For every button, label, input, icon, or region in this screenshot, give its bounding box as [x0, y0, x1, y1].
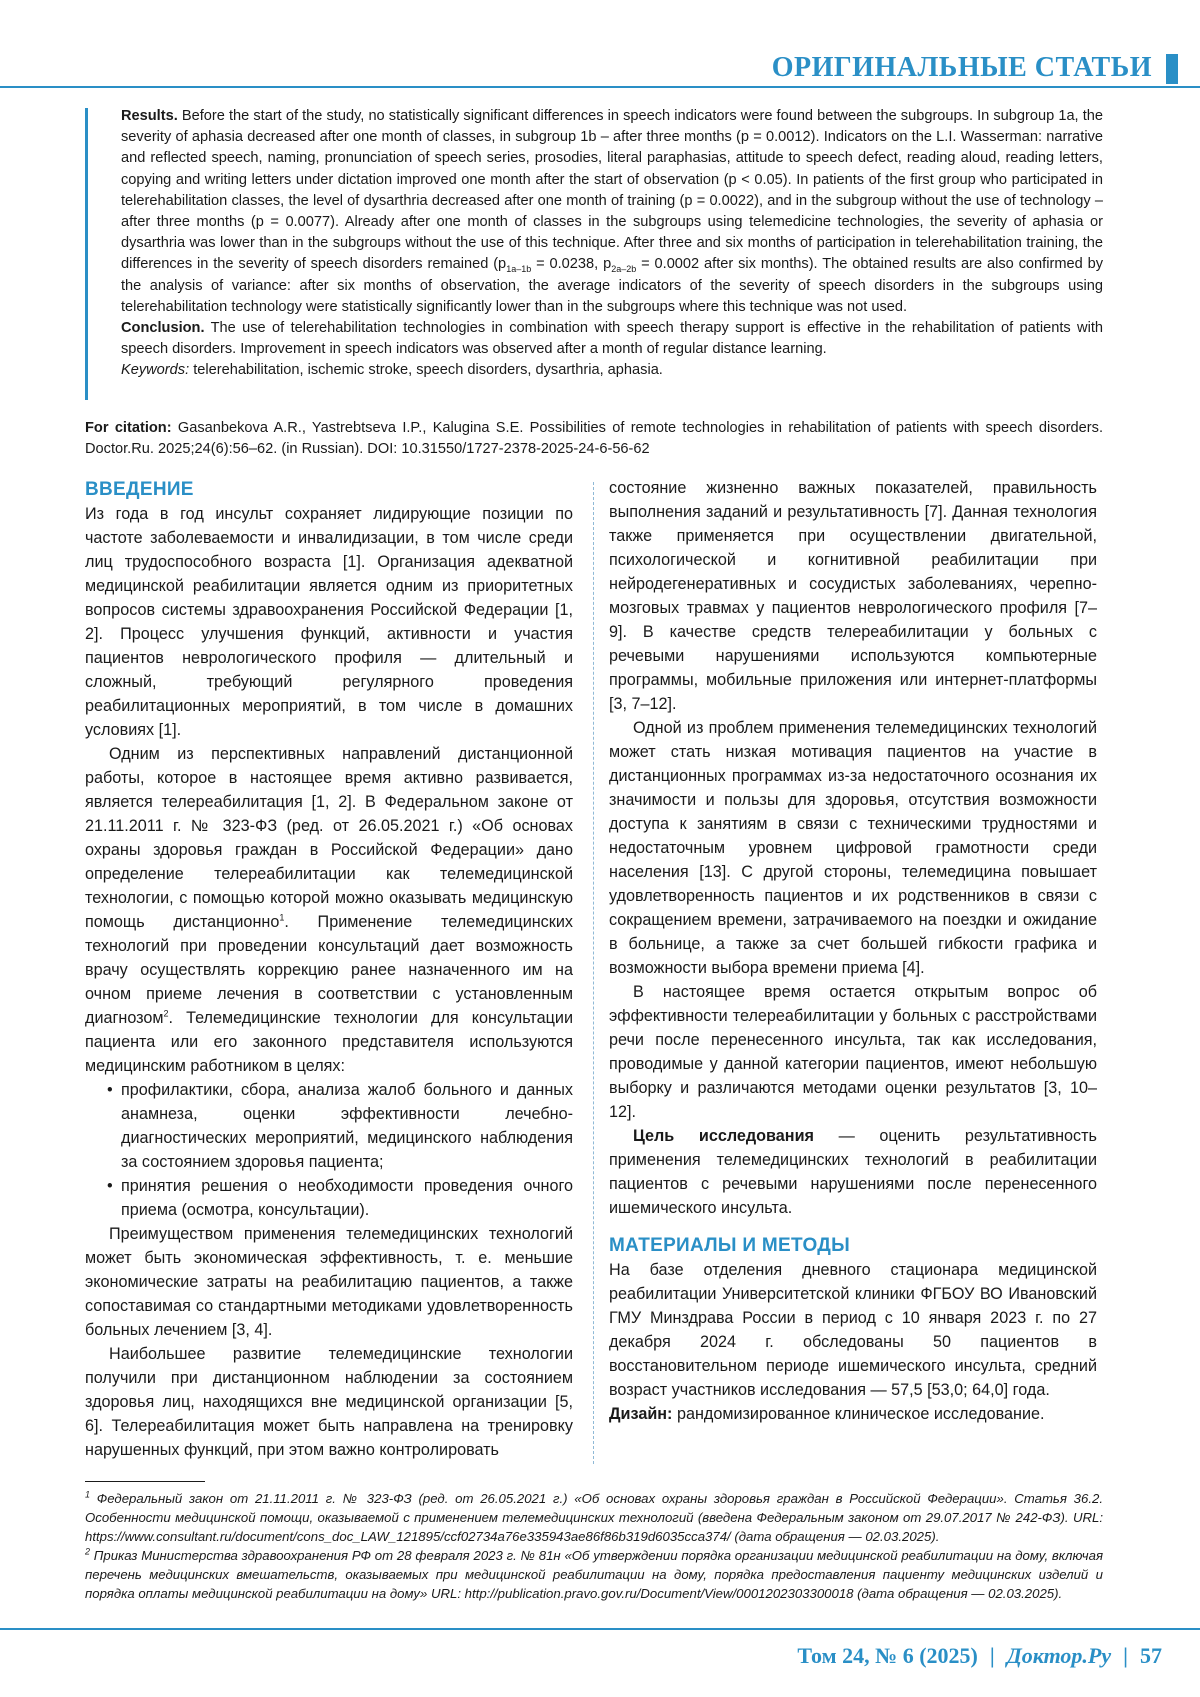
intro-paragraph-3: Преимуществом применения телемедицинских технологий может быть экономическая эффективность, т. е. меньшие экономические затраты на реабилитацию пациентов, а также сопоставимая со стандартными методиками удовлетворенность больных лечением [3, 4].: [85, 1222, 573, 1342]
footnote-1-text: Федеральный закон от 21.11.2011 г. № 323-ФЗ (ред. от 26.05.2021 г.) «Об основах охраны здоровья граждан в Российской Федерации». Статья 36.2. Особенности медицинской помощи, оказываемой с применением телемедицинских технологий (введена Федеральным законом от 29.07.2017 № 242-ФЗ). URL: https://www.consultant.ru/document/cons_doc_LAW_121895/ccf02734a76e335943ae86f86b319d6035cca374/ (дата обращения — 02.03.2025).: [85, 1491, 1103, 1544]
issue-info: Том 24, № 6 (2025): [797, 1643, 978, 1668]
purpose-list: [85, 1078, 573, 1222]
citation: [85, 418, 1103, 460]
footnote-2: [85, 1546, 1103, 1603]
footnote-ref-2[interactable]: 2: [164, 1009, 169, 1019]
footnote-2-text: Приказ Министерства здравоохранения РФ от 28 февраля 2023 г. № 81н «Об утверждении порядка организации медицинской реабилитации на дому, включая перечень медицинских вмешательств, оказываемых при медицинской реабилитации на дому, порядка предоставления пациенту медицинских изделий и порядка оплаты медицинской реабилитации на дому» URL: http://publication.pravo.gov.ru/Document/View/0001202303300018 (дата обращения — 02.03.2025).: [85, 1548, 1103, 1601]
intro-paragraph-4: Наибольшее развитие телемедицинские технологии получили при дистанционном наблюдении за состоянием здоровья лиц, находящихся вне медицинской организации [5, 6]. Телереабилитация может быть направлена на тренировку нарушенных функций, при этом важно контролировать: [85, 1342, 573, 1462]
page-footer: [797, 1643, 1162, 1669]
design-paragraph: [609, 1402, 1097, 1426]
keywords-text: telerehabilitation, ischemic stroke, speech disorders, dysarthria, aphasia.: [189, 362, 663, 378]
footer-rule: [0, 1628, 1200, 1630]
journal-logo: Доктор.Ру: [1007, 1643, 1111, 1668]
citation-label: For citation:: [85, 420, 172, 436]
section-title: ОРИГИНАЛЬНЫЕ СТАТЬИ: [772, 52, 1152, 84]
aim-paragraph: [609, 1124, 1097, 1220]
right-paragraph-2: Одной из проблем применения телемедицинских технологий может стать низкая мотивация пациентов на участие в дистанционных программах из-за недостаточного осознания их значимости и пользы для здоровья, отсутствия возможности доступа к занятиям в связи с техническими трудностями и недостаточным уровнем цифровой грамотности среди населения [13]. С другой стороны, телемедицина повышает удовлетворенность пациентов и их родственников в связи с сокращением времени, затрачиваемого на поездки и ожидание в больнице, а также за счет большей гибкости графика и возможности выбора времени приема [4].: [609, 716, 1097, 980]
intro-p2-part-c: . Телемедицинские технологии для консультации пациента или его законного представителя используются медицинским работником в целях:: [85, 1009, 573, 1075]
intro-p2-part-b: . Применение телемедицинских технологий при проведении консультаций дает возможность врачу осуществлять коррекцию ранее назначенного им на очном приеме лечения в соответствии с установленным диагнозом: [85, 913, 573, 1027]
abstract-results: [121, 106, 1103, 318]
footnote-2-number: 2: [85, 1547, 90, 1557]
citation-text: Gasanbekova A.R., Yastrebtseva I.P., Kalugina S.E. Possibilities of remote technologies in rehabilitation of patients with speech disorders. Doctor.Ru. 2025;24(6):56–62. (in Russian). DOI: 10.31550/1727-2378-2025-24-6-56-62: [85, 420, 1103, 457]
intro-paragraph-1: Из года в год инсульт сохраняет лидирующие позиции по частоте заболеваемости и инвалидизации, в том числе среди лиц трудоспособного возраста [1]. Организация адекватной медицинской реабилитации является одним из приоритетных вопросов системы здравоохранения Российской Федерации [1, 2]. Процесс улучшения функций, активности и участия пациентов неврологического профиля — длительный и сложный, требующий регулярного проведения реабилитационных мероприятий, в том числе в домашних условиях [1].: [85, 502, 573, 742]
abstract-conclusion: [121, 318, 1103, 360]
keywords-label: Keywords:: [121, 362, 189, 378]
abstract: [121, 106, 1103, 382]
aim-label: Цель исследования: [633, 1127, 814, 1145]
footnote-1: [85, 1489, 1103, 1546]
footnote-1-number: 1: [85, 1490, 90, 1500]
right-column: [609, 476, 1097, 1426]
page-number: 57: [1140, 1643, 1162, 1668]
conclusion-text: The use of telerehabilitation technologies in combination with speech therapy support is effective in the rehabilitation of patients with speech disorders. Improvement in speech indicators was observed after a month of regular distance learning.: [121, 320, 1103, 357]
footnote-ref-1[interactable]: 1: [279, 913, 284, 923]
intro-p2-part-a: Одним из перспективных направлений дистанционной работы, которое в настоящее время активно развивается, является телереабилитация [1, 2]. В Федеральном законе от 21.11.2011 г. № 323-ФЗ (ред. от 26.05.2021 г.) «Об основах охраны здоровья граждан в Российской Федерации» дано определение телереабилитации как телемедицинской технологии, с помощью которой можно оказывать медицинскую помощь дистанционно: [85, 745, 573, 931]
intro-paragraph-2: [85, 742, 573, 1078]
abstract-rule: [85, 108, 88, 400]
results-label: Results.: [121, 108, 178, 124]
conclusion-label: Conclusion.: [121, 320, 205, 336]
methods-paragraph: На базе отделения дневного стационара медицинской реабилитации Университетской клиники ФГБОУ ВО Ивановский ГМУ Минздрава России в период с 10 января 2023 г. по 27 декабря 2024 г. обследованы 50 пациентов в восстановительном периоде ишемического инсульта, средний возраст участников исследования — 57,5 [53,0; 64,0] года.: [609, 1258, 1097, 1402]
heading-introduction: ВВЕДЕНИЕ: [85, 478, 573, 502]
footer-separator: |: [978, 1643, 1007, 1668]
right-paragraph-1: состояние жизненно важных показателей, правильность выполнения заданий и результативность [7]. Данная технология также применяется при осуществлении двигательной, психологической и когнитивной реабилитации при нейродегенеративных и сосудистых заболеваниях, черепно-мозговых травмах у пациентов неврологического профиля [7–9]. В качестве средств телереабилитации у больных с речевыми нарушениями используются компьютерные программы, мобильные приложения или интернет-платформы [3, 7–12].: [609, 476, 1097, 716]
results-text-a: Before the start of the study, no statistically significant differences in speech indicators were found between the subgroups. In subgroup 1a, the severity of aphasia decreased after one month of classes, in subgroup 1b – after three months (p = 0.0012). Indicators on the L.I. Wasserman: narrative and reflected speech, naming, pronunciation of speech series, prosodies, literal paraphasias, attitude to speech defect, reading aloud, reading letters, copying and writing letters under dictation improved one month after the start of observation (p < 0.05). In patients of the first group who participated in telerehabilitation classes, the level of dysarthria decreased after one month of training (p = 0.0022), and in the subgroup without the use of technology – after three months (p = 0.0077). Already after one month of classes in the subgroups using telemedicine technologies, the severity of aphasia or dysarthria was lower than in the subgroups without the use of this technique. After three and six months of participation in telerehabilitation training, the differences in the severity of speech disorders remained (p: [121, 108, 1103, 272]
design-label: Дизайн:: [609, 1405, 672, 1423]
section-title-bar: [1166, 54, 1178, 84]
design-text: рандомизированное клиническое исследование.: [672, 1405, 1044, 1423]
list-item: • профилактики, сбора, анализа жалоб больного и данных анамнеза, оценки эффективности лечебно-диагностических мероприятий, медицинского наблюдения за состоянием здоровья пациента;: [121, 1078, 573, 1174]
column-divider: [593, 482, 595, 1464]
heading-materials-methods: МАТЕРИАЛЫ И МЕТОДЫ: [609, 1234, 1097, 1258]
left-column: [85, 478, 573, 1462]
results-text-b: = 0.0238, p: [531, 256, 611, 272]
footnotes: [85, 1489, 1103, 1603]
list-item: • принятия решения о необходимости проведения очного приема (осмотра, консультации).: [121, 1174, 573, 1222]
right-paragraph-3: В настоящее время остается открытым вопрос об эффективности телереабилитации у больных с расстройствами речи после перенесенного инсульта, так как исследования, проводимые у данной категории пациентов, имеют небольшую выборку и различаются методами оценки результатов [3, 10–12].: [609, 980, 1097, 1124]
abstract-keywords: [121, 360, 1103, 381]
footer-separator: |: [1111, 1643, 1140, 1668]
footnote-rule: [85, 1481, 205, 1482]
header-rule: [0, 86, 1200, 88]
results-sub-2: 2a–2b: [611, 264, 636, 274]
aim-text: — оценить результативность применения телемедицинских технологий в реабилитации пациентов с речевыми нарушениями после перенесенного ишемического инсульта.: [609, 1127, 1097, 1217]
results-text-c: = 0.0002 after six months). The obtained results are also confirmed by the analysis of variance: after six months of observation, the average indicators of the severity of speech disorders in the subgroups using telerehabilitation technology were statistically significantly lower than in the subgroups where this technique was not used.: [121, 256, 1103, 314]
results-sub-1: 1a–1b: [506, 264, 531, 274]
